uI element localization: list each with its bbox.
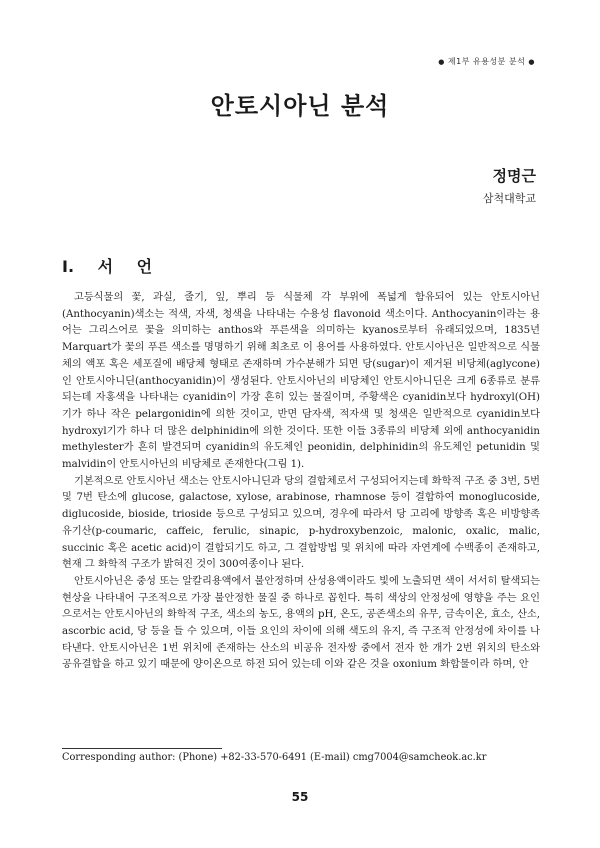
running-header xyxy=(435,56,538,67)
footnote-divider xyxy=(62,748,222,749)
bullet-icon: ● xyxy=(438,58,445,66)
body-text xyxy=(62,290,540,674)
paragraph: 고등식물의 꽃, 과실, 줄기, 잎, 뿌리 등 식물체 각 부위에 폭넓게 함유되어 있는 안토시아닌(Anthocyanin)색소는 적색, 자색, 청색을 나타내는 수용성 flavonoid 색소이다. Anthocyanin이라는 용어는 그리스어로 꽃을 의미하는 anthos와 푸른색을 의미하는 kyanos로부터 유래되었으며, 1835년 Marquart가 꽃의 푸른 색소를 명명하기 위해 최초로 이 용어를 사용하였다. 안토시아닌은 일반적으로 식물체의 액포 혹은 세포질에 배당체 형태로 존재하며 가수분해가 되면 당(sugar)이 제거된 비당체(aglycone)인 안토시아니딘(anthocyanidin)이 생성된다. 안토시아닌의 비당체인 안토시아니딘은 크게 6종류로 분류되는데 자홍색을 나타내는 cyanidin이 가장 흔히 있는 물질이며, 주황색은 cyanidin보다 hydroxyl(OH)기가 하나 작은 pelargonidin에 의한 것이고, 반면 담자색, 적자색 및 청색은 일반적으로 cyanidin보다 hydroxyl기가 하나 더 많은 delphinidin에 의한 것이다. 또한 이들 3종류의 비당체 외에 anthocyanidin methylester가 흔히 발견되며 cyanidin의 유도체인 peonidin, delphinidin의 유도체인 petunidin 및 malvidin이 안토시아닌의 비당체로 존재한다(그림 1). xyxy=(62,292,540,471)
section-heading: I. 서 언 xyxy=(62,257,153,276)
page-number: 55 xyxy=(291,790,309,804)
author-name: 정명근 xyxy=(492,167,536,185)
running-header-label: 제1부 유용성분 분석 xyxy=(447,57,526,66)
footnote-corresponding-author: Corresponding author: (Phone) +82-33-570-6491 (E-mail) cmg7004@samcheok.ac.kr xyxy=(62,752,487,763)
bullet-icon: ● xyxy=(528,58,535,66)
paper-title: 안토시아닌 분석 xyxy=(210,92,390,120)
author-affiliation: 삼척대학교 xyxy=(482,192,536,205)
paragraph: 안토시아닌은 중성 또는 알칼리용액에서 불안정하며 산성용액이라도 빛에 노출되면 색이 서서히 탈색되는 현상을 나타내어 구조적으로 가장 불안정한 물질 중 하나로 꼽힌다. 특히 색상의 안정성에 영향을 주는 요인으로서는 안토시아닌의 화학적 구조, 색소의 농도, 용액의 pH, 온도, 공존색소의 유무, 금속이온, 효소, 산소, ascorbic acid, 당 등을 들 수 있으며, 이들 요인의 차이에 의해 색도의 유지, 즉 구조적 안정성에 차이를 나타낸다. 안토시아닌은 1번 위치에 존재하는 산소의 비공유 전자쌍 중에서 전자 한 개가 2번 위치의 탄소와 공유결합을 하고 있기 때문에 양이온으로 하전 되어 있는데 이와 같은 것을 oxonium 화합물이라 하며, 안 xyxy=(62,575,540,671)
paragraph: 기본적으로 안토시아닌 색소는 안토시아니딘과 당의 결합체로서 구성되어지는데 화학적 구조 중 3번, 5번 및 7번 탄소에 glucose, galactose, xylose, arabinose, rhamnose 등이 결합하여 monoglucoside, diglucoside, bioside, trioside 등으로 구성되고 있으며, 경우에 따라서 당 고리에 방향족 혹은 비방향족 유기산(p-coumaric, caffeic, ferulic, sinapic, p-hydroxybenzoic, malonic, oxalic, malic, succinic 혹은 acetic acid)이 결합되기도 하고, 그 결합방법 및 위치에 따라 자연계에 수백종이 존재하고, 현재 그 화학적 구조가 밝혀진 것이 300여종이나 된다. xyxy=(62,475,540,571)
